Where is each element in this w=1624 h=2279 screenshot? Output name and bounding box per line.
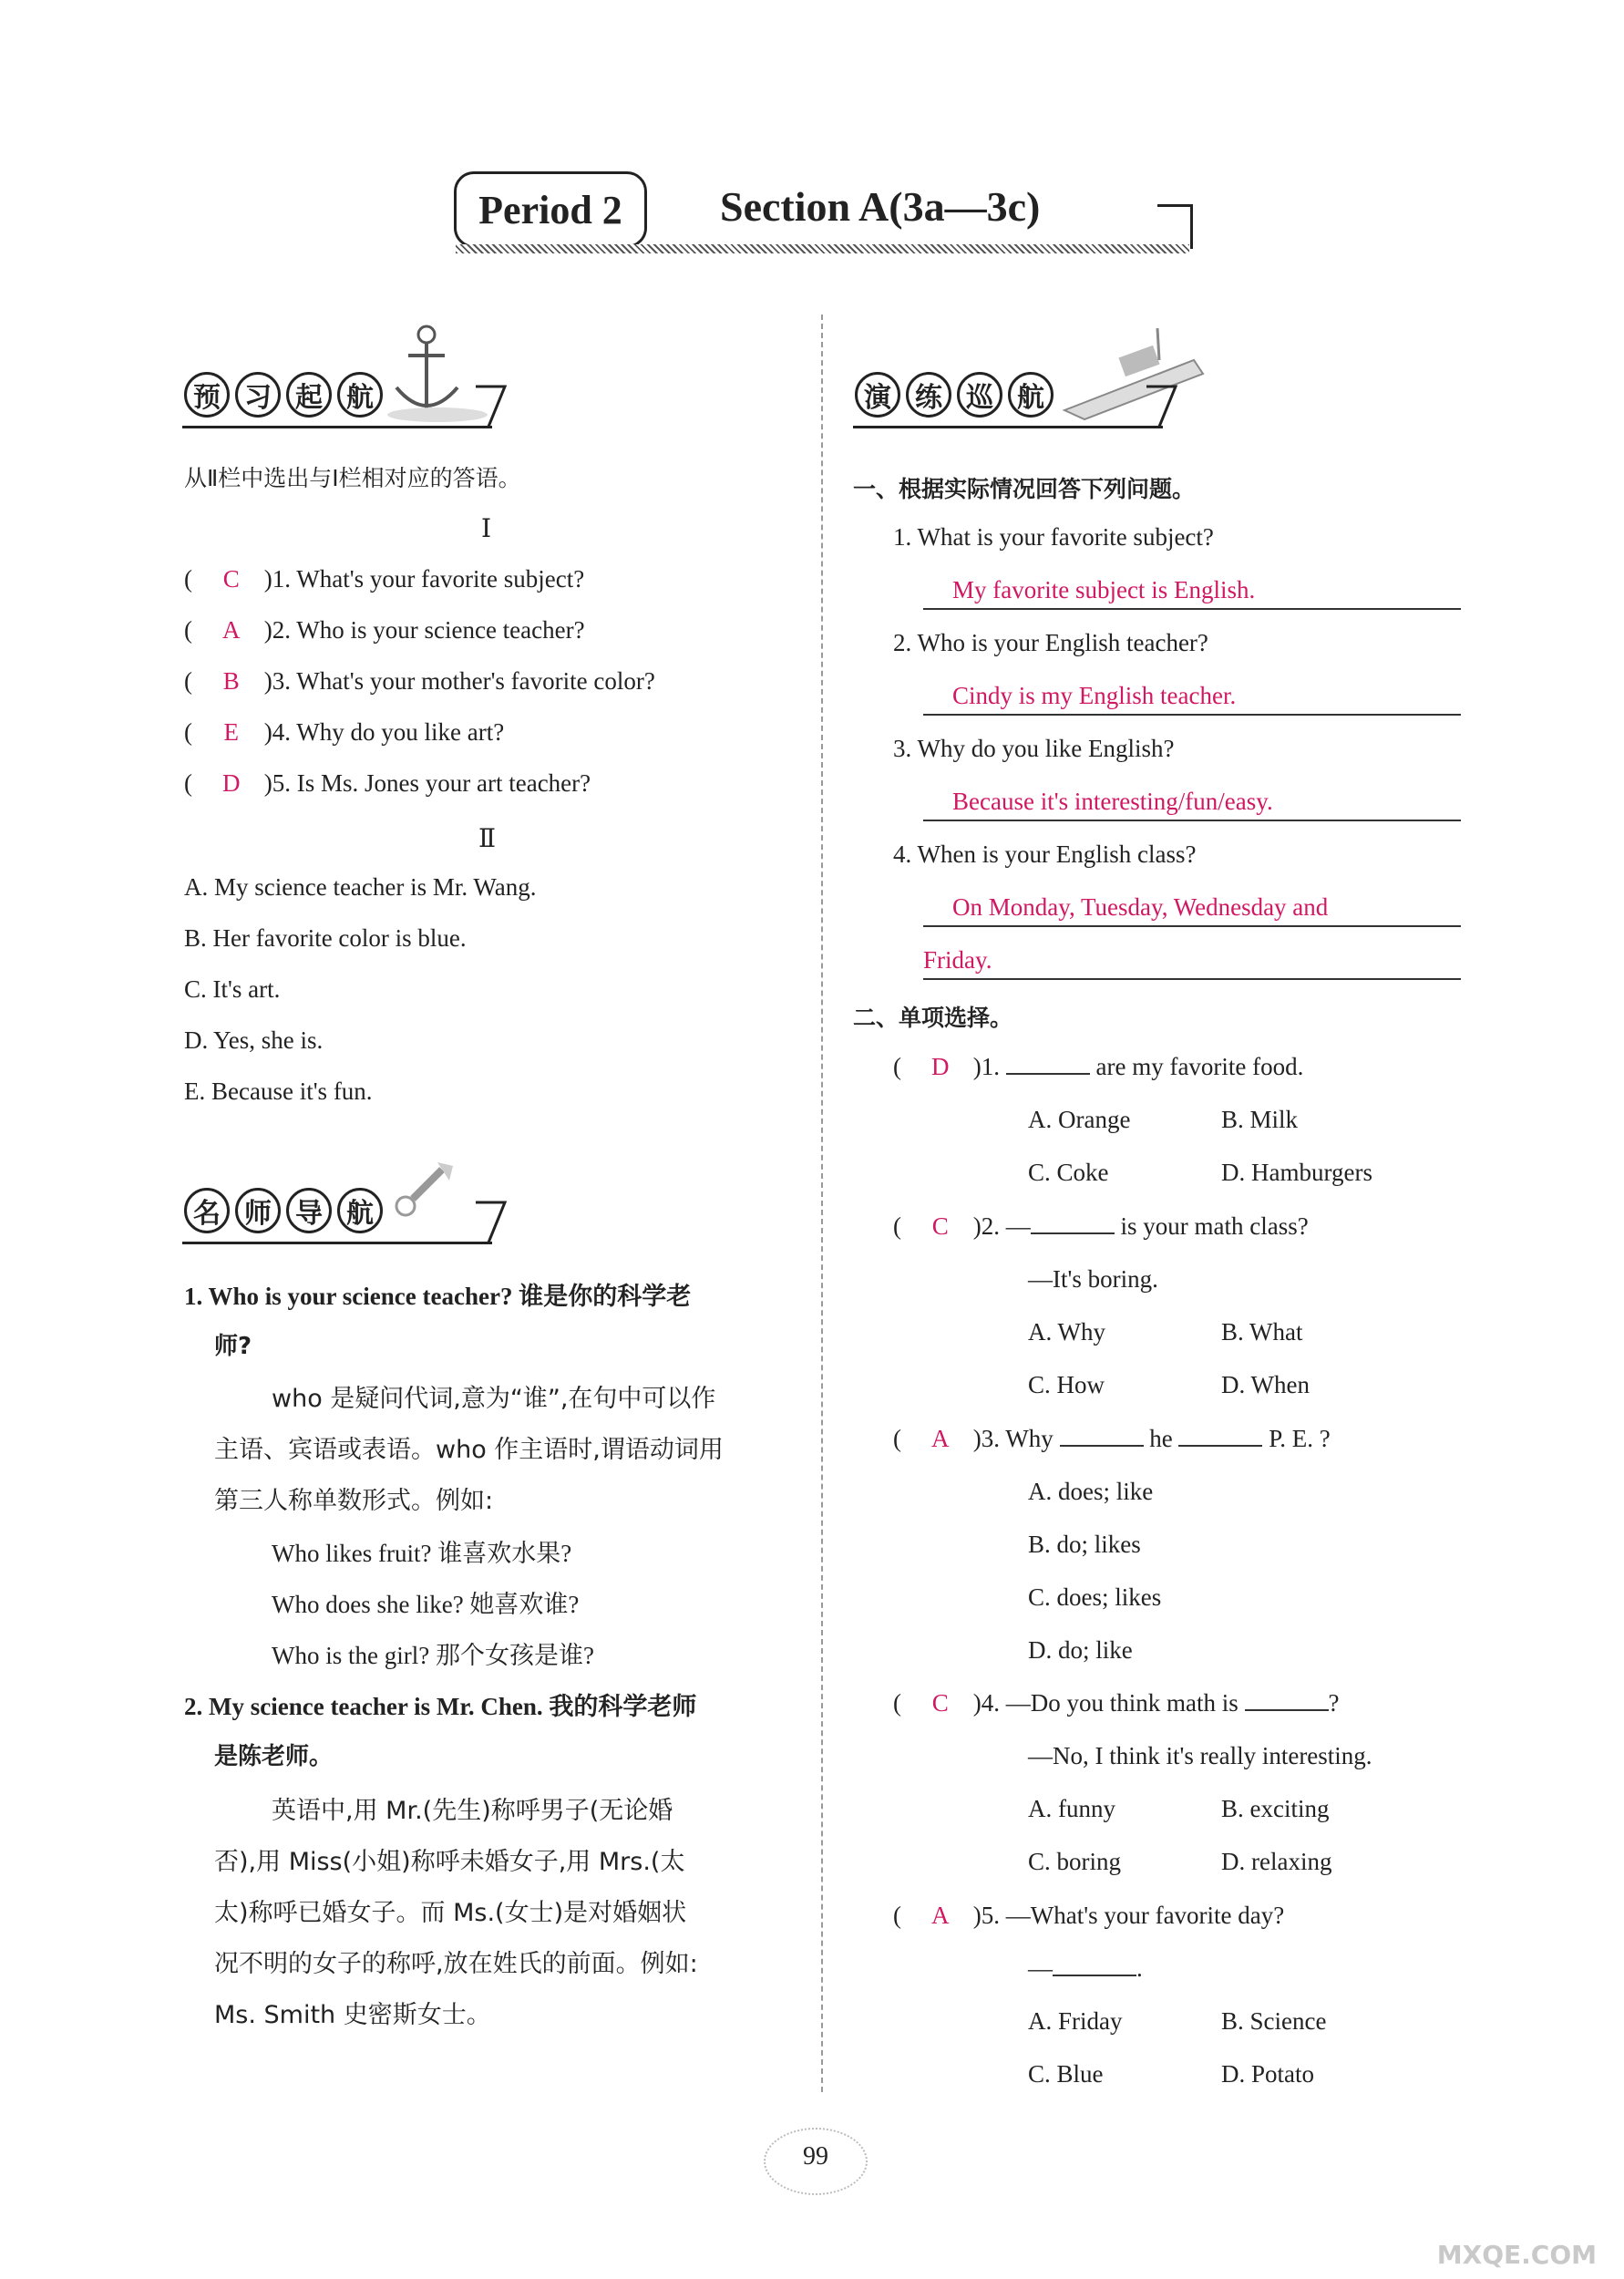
matching-question: )4. Why do you like art?	[263, 718, 505, 746]
matching-question: )2. Who is your science teacher?	[263, 616, 585, 644]
choice-option: D. Hamburgers	[1221, 1159, 1372, 1186]
section-title: Section A(3a—3c)	[720, 183, 1041, 230]
choice-option: B. Science	[1221, 2007, 1327, 2035]
matching-item: ( E )4. Why do you like art?	[184, 718, 505, 746]
choice-option: C. Coke	[1028, 1159, 1109, 1186]
practice-answer: On Monday, Tuesday, Wednesday and	[952, 893, 1329, 921]
matching-item: ( C )1. What's your favorite subject?	[184, 565, 585, 593]
choice-option: A. Why	[1028, 1318, 1105, 1346]
guide-header-char: 航	[337, 1188, 383, 1233]
matching-option: A. My science teacher is Mr. Wang.	[184, 873, 537, 901]
choice-option: B. exciting	[1221, 1795, 1330, 1822]
guide-example: Who likes fruit? 谁喜欢水果?	[272, 1540, 572, 1567]
preview-header	[184, 372, 383, 418]
choice-option: D. Potato	[1221, 2060, 1315, 2088]
choice-option: A. Friday	[1028, 2007, 1123, 2035]
practice-answer: Friday.	[923, 946, 992, 974]
column-two-label: Ⅱ	[478, 825, 497, 853]
practice-question: 4. When is your English class?	[893, 840, 1197, 868]
guide-header-char: 师	[235, 1188, 281, 1233]
choice-answer: A	[931, 1425, 950, 1452]
pen-icon	[387, 1153, 460, 1226]
matching-answer: B	[222, 667, 240, 695]
practice-header-char: 练	[906, 372, 951, 418]
guide-point-title: 2. My science teacher is Mr. Chen. 我的科学老师	[184, 1693, 697, 1720]
guide-text: 太)称呼已婚女子。而 Ms.(女士)是对婚姻状	[214, 1899, 687, 1927]
guide-point-title: 师?	[214, 1333, 252, 1360]
period-label: Period 2	[454, 171, 647, 248]
answer-line	[923, 606, 1461, 610]
practice-header-rule	[853, 426, 1163, 428]
matching-question: )3. What's your mother's favorite color?	[263, 667, 655, 695]
choice-option: A. funny	[1028, 1795, 1115, 1822]
practice-answer: Cindy is my English teacher.	[952, 682, 1237, 709]
choice-answer: A	[931, 1902, 950, 1929]
part-one-title: 一、根据实际情况回答下列问题。	[853, 476, 1196, 502]
choice-option: B. What	[1221, 1318, 1303, 1346]
answer-line	[923, 712, 1461, 716]
watermark: MXQE.COM	[1436, 2240, 1597, 2270]
matching-option: B. Her favorite color is blue.	[184, 924, 467, 952]
guide-text: Ms. Smith 史密斯女士。	[214, 2001, 491, 2029]
guide-text: who 是疑问代词,意为“谁”,在句中可以作	[272, 1385, 716, 1413]
title-underline	[456, 244, 1189, 253]
guide-text: 况不明的女子的称呼,放在姓氏的前面。例如:	[214, 1950, 698, 1978]
matching-item: ( A )2. Who is your science teacher?	[184, 616, 585, 644]
title-corner	[1157, 204, 1193, 249]
practice-answer: Because it's interesting/fun/easy.	[952, 788, 1273, 815]
choice-question: ( D )1. are my favorite food.	[893, 1053, 1304, 1080]
choice-question: ( C )2. — is your math class?	[893, 1212, 1309, 1240]
preview-header-char: 预	[184, 372, 230, 418]
choice-question: ( A )5. —What's your favorite day?	[893, 1902, 1285, 1929]
guide-example: Who is the girl? 那个女孩是谁?	[272, 1642, 594, 1669]
header-corner-icon	[1145, 383, 1181, 428]
choice-option: D. do; like	[1028, 1636, 1133, 1664]
guide-text: 否),用 Miss(小姐)称呼未婚女子,用 Mrs.(太	[214, 1848, 685, 1876]
preview-header-char: 航	[337, 372, 383, 418]
guide-header	[184, 1188, 383, 1233]
matching-question: )1. What's your favorite subject?	[263, 565, 585, 593]
matching-answer: C	[222, 565, 240, 593]
guide-point-title: 1. Who is your science teacher? 谁是你的科学老	[184, 1283, 692, 1310]
matching-answer: D	[222, 769, 241, 797]
choice-question: ( A )3. Why he P. E. ?	[893, 1425, 1331, 1452]
answer-line	[923, 976, 1461, 980]
matching-item: ( D )5. Is Ms. Jones your art teacher?	[184, 769, 591, 797]
practice-header-char: 巡	[957, 372, 1002, 418]
choice-option: C. boring	[1028, 1848, 1122, 1875]
choice-option: B. do; likes	[1028, 1531, 1141, 1558]
choice-question-line: —It's boring.	[1028, 1265, 1158, 1293]
matching-option: E. Because it's fun.	[184, 1078, 373, 1105]
choice-option: C. Blue	[1028, 2060, 1104, 2088]
choice-question: ( C )4. —Do you think math is ?	[893, 1689, 1340, 1717]
preview-header-rule	[182, 426, 492, 428]
header-corner-icon	[474, 1199, 510, 1244]
practice-header-char: 演	[855, 372, 900, 418]
guide-header-char: 导	[286, 1188, 332, 1233]
choice-option: A. Orange	[1028, 1106, 1131, 1133]
choice-option: D. When	[1221, 1371, 1310, 1398]
guide-text: 英语中,用 Mr.(先生)称呼男子(无论婚	[272, 1797, 673, 1825]
column-divider	[821, 315, 823, 2092]
guide-point-title: 是陈老师。	[214, 1743, 334, 1770]
guide-text: 第三人称单数形式。例如:	[214, 1487, 494, 1515]
practice-question: 2. Who is your English teacher?	[893, 629, 1208, 656]
choice-option: C. does; likes	[1028, 1583, 1162, 1611]
preview-instruction: 从Ⅱ栏中选出与Ⅰ栏相对应的答语。	[184, 465, 521, 491]
guide-header-rule	[182, 1242, 492, 1244]
practice-question: 1. What is your favorite subject?	[893, 523, 1214, 551]
choice-answer: C	[931, 1212, 949, 1240]
guide-example: Who does she like? 她喜欢谁?	[272, 1591, 580, 1618]
choice-option: A. does; like	[1028, 1478, 1154, 1505]
choice-answer: D	[931, 1053, 950, 1080]
answer-line	[923, 923, 1461, 927]
choice-option: D. relaxing	[1221, 1848, 1332, 1875]
matching-answer: A	[222, 616, 241, 644]
choice-question-line: —No, I think it's really interesting.	[1028, 1742, 1372, 1769]
guide-text: 主语、宾语或表语。who 作主语时,谓语动词用	[214, 1436, 724, 1464]
practice-question: 3. Why do you like English?	[893, 735, 1175, 762]
column-one-label: Ⅰ	[481, 515, 492, 543]
practice-header-char: 航	[1008, 372, 1054, 418]
choice-option: C. How	[1028, 1371, 1105, 1398]
ship-icon	[1057, 324, 1212, 424]
preview-header-char: 习	[235, 372, 281, 418]
part-two-title: 二、单项选择。	[853, 1005, 1013, 1031]
matching-item: ( B )3. What's your mother's favorite color?	[184, 667, 655, 695]
practice-answer: My favorite subject is English.	[952, 576, 1256, 603]
choice-option: B. Milk	[1221, 1106, 1299, 1133]
answer-line	[923, 818, 1461, 821]
matching-option: C. It's art.	[184, 975, 281, 1003]
guide-header-char: 名	[184, 1188, 230, 1233]
matching-answer: E	[223, 718, 239, 746]
choice-answer: C	[931, 1689, 949, 1717]
choice-question-line: — .	[1028, 1954, 1143, 1982]
page-number: 99	[764, 2128, 868, 2195]
matching-question: )5. Is Ms. Jones your art teacher?	[263, 769, 591, 797]
header-corner-icon	[474, 383, 510, 428]
practice-header	[855, 372, 1054, 418]
preview-header-char: 起	[286, 372, 332, 418]
matching-option: D. Yes, she is.	[184, 1026, 324, 1054]
